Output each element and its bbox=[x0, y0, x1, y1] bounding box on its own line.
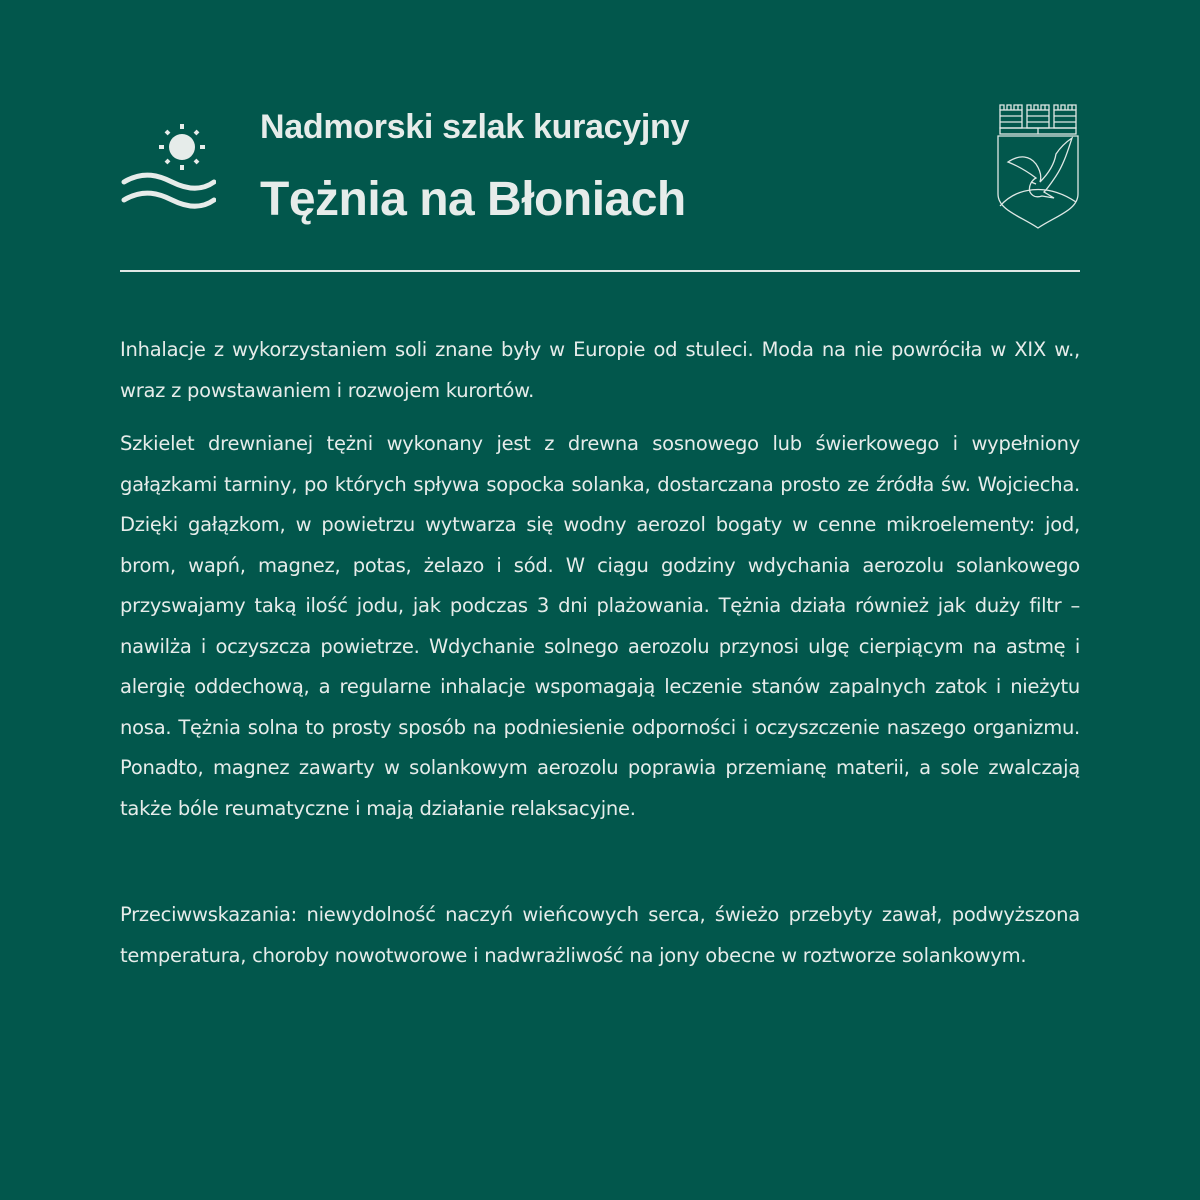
header-divider bbox=[120, 270, 1080, 272]
paragraph-contraindications: Przeciwwskazania: niewydolność naczyń wieńcowych serca, świeżo przebyty zawał, podwyższona temperatura, choroby nowotworowe i nadwrażliwość na jony obecne w roztworze solankowym. bbox=[120, 903, 1080, 967]
article-body bbox=[120, 330, 1080, 989]
header bbox=[120, 100, 1080, 240]
subtitle: Nadmorski szlak kuracyjny bbox=[260, 108, 690, 146]
paragraph-intro: Inhalacje z wykorzystaniem soli znane były w Europie od stuleci. Moda na nie powróciła w XIX w., wraz z powstawaniem i rozwojem kurortów. bbox=[120, 338, 1080, 402]
page-title: Tężnia na Błoniach bbox=[260, 173, 686, 226]
city-coat-of-arms-icon bbox=[996, 102, 1080, 230]
sun-over-waves-icon bbox=[120, 120, 216, 215]
paragraph-description: Szkielet drewnianej tężni wykonany jest z drewna sosnowego lub świerkowego i wypełniony gałązkami tarniny, po których spływa sopocka solanka, dostarczana prosto ze źródła św. Wojciecha. Dzięki gałązkom, w powietrzu wytwarza się wodny aerozol bogaty w cenne mikroelementy: jod, brom, wapń, magnez, potas, żelazo i sód. W ciągu godziny wdychania aerozolu solankowego przyswajamy taką ilość jodu, jak podczas 3 dni plażowania. Tężnia działa również jak duży filtr – nawilża i oczyszcza powietrze. Wdychanie solnego aerozolu przynosi ulgę cierpiącym na astmę i alergię oddechową, a regularne inhalacje wspomagają leczenie stanów zapalnych zatok i nieżytu nosa. Tężnia solna to prosty sposób na podniesienie odporności i oczyszczenie naszego organizmu. Ponadto, magnez zawarty w solankowym aerozolu poprawia przemianę materii, a sole zwalczają także bóle reumatyczne i mają działanie relaksacyjne. bbox=[120, 432, 1080, 820]
